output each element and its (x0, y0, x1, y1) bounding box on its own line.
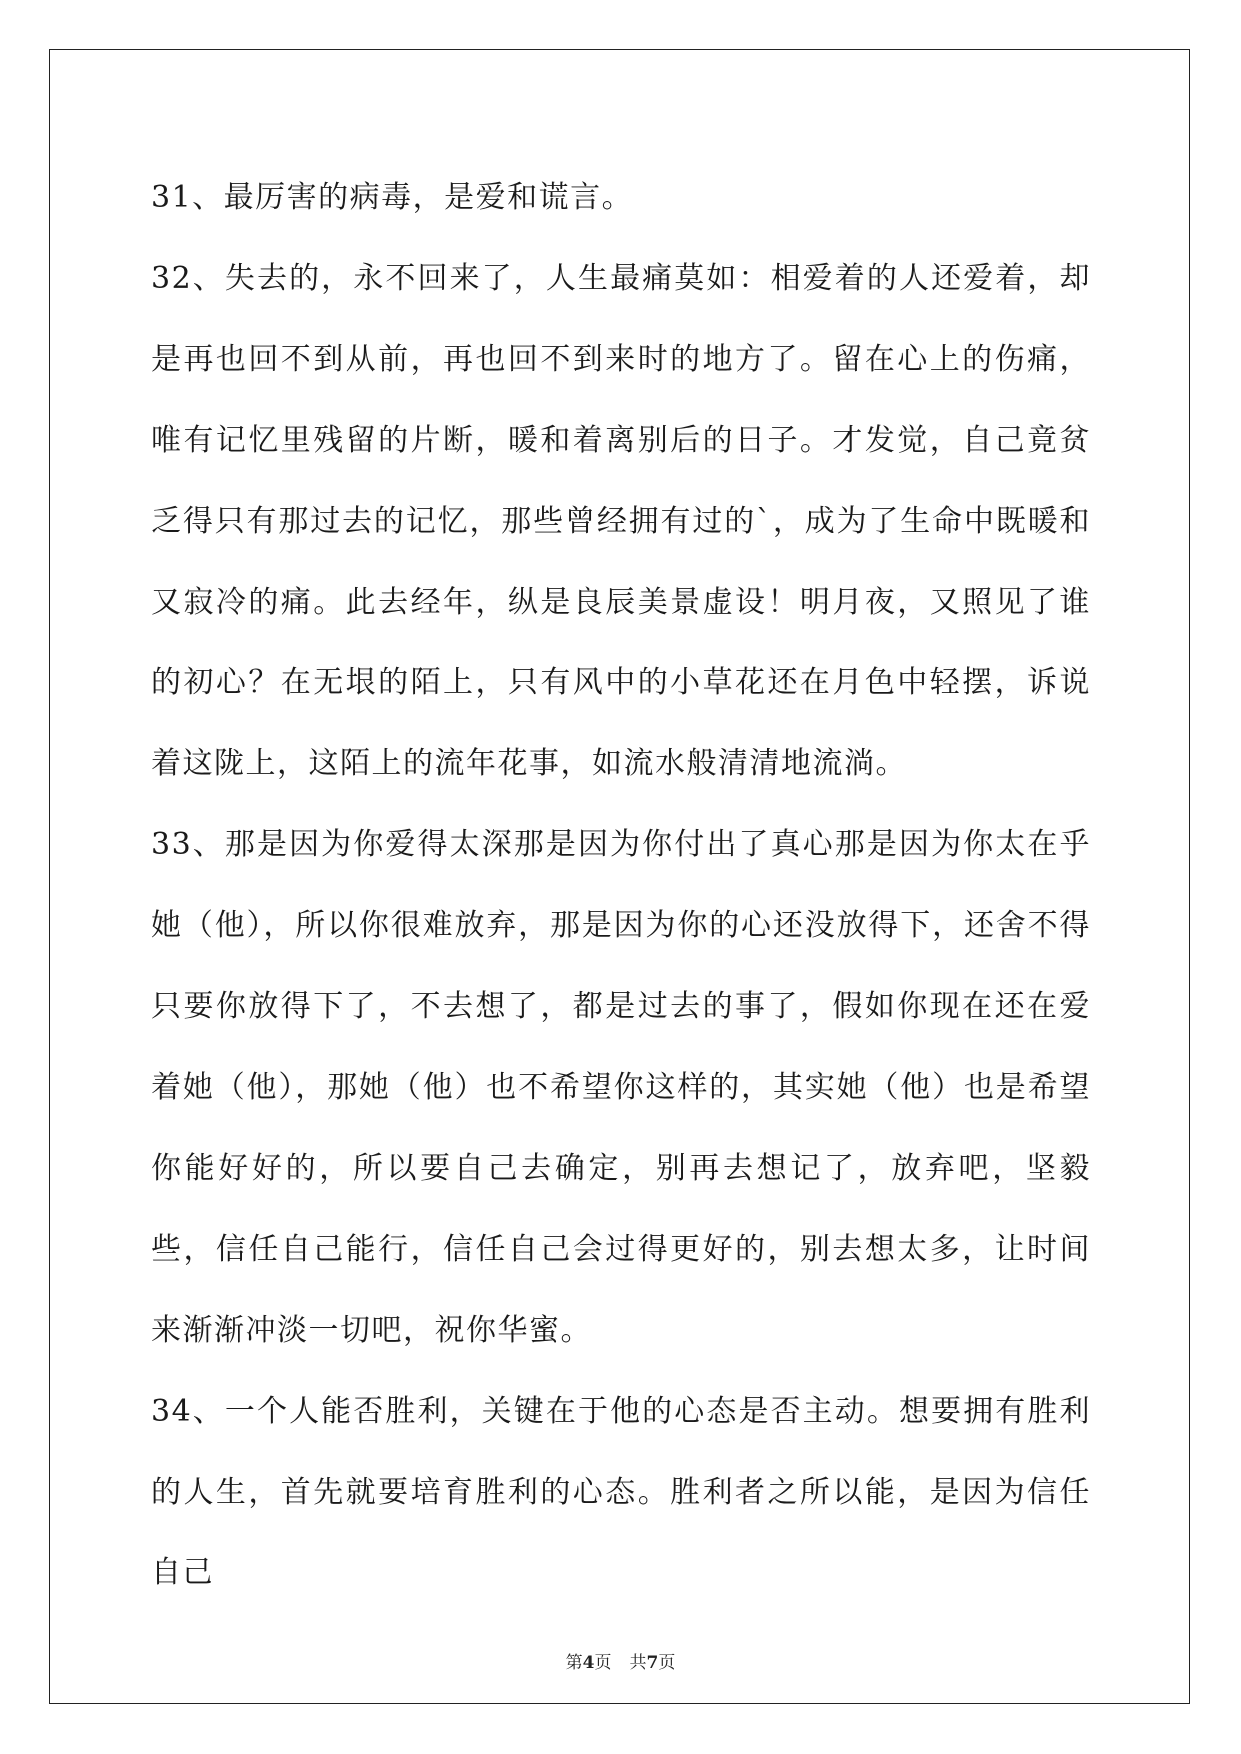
page-footer (0, 1648, 1241, 1673)
page-suffix: 页 (594, 1653, 612, 1673)
total-page-number: 7 (646, 1653, 659, 1673)
paragraph-31: 31、最厉害的病毒，是爱和谎言。 (151, 180, 634, 215)
page-prefix: 第 (565, 1653, 583, 1673)
paragraph-32: 32、失去的，永不回来了，人生最痛莫如：相爱着的人还爱着，却是再也回不到从前，再也回不到来时的地方了。留在心上的伤痛，唯有记忆里残留的片断，暖和着离别后的日子。才发觉，自己竟贫乏得只有那过去的记忆，那些曾经拥有过的`，成为了生命中既暖和又寂冷的痛。此去经年，纵是良辰美景虚设！明月夜，又照见了谁的初心？在无垠的陌上，只有风中的小草花还在月色中轻摆，诉说着这陇上，这陌上的流年花事，如流水般清清地流淌。 (151, 260, 1091, 782)
document-body (151, 158, 1091, 1614)
paragraph-33: 33、那是因为你爱得太深那是因为你付出了真心那是因为你太在乎她（他），所以你很难放弃，那是因为你的心还没放得下，还舍不得只要你放得下了，不去想了，都是过去的事了，假如你现在还在爱着她（他），那她（他）也不希望你这样的，其实她（他）也是希望你能好好的，所以要自己去确定，别再去想记了，放弃吧，坚毅些，信任自己能行，信任自己会过得更好的，别去想太多，让时间来渐渐冲淡一切吧，祝你华蜜。 (151, 827, 1091, 1348)
current-page-number: 4 (582, 1653, 595, 1673)
total-suffix: 页 (658, 1653, 676, 1673)
total-prefix: 共 (629, 1653, 647, 1673)
paragraph-34: 34、一个人能否胜利，关键在于他的心态是否主动。想要拥有胜利的人生，首先就要培育胜利的心态。胜利者之所以能，是因为信任自己 (151, 1393, 1091, 1591)
